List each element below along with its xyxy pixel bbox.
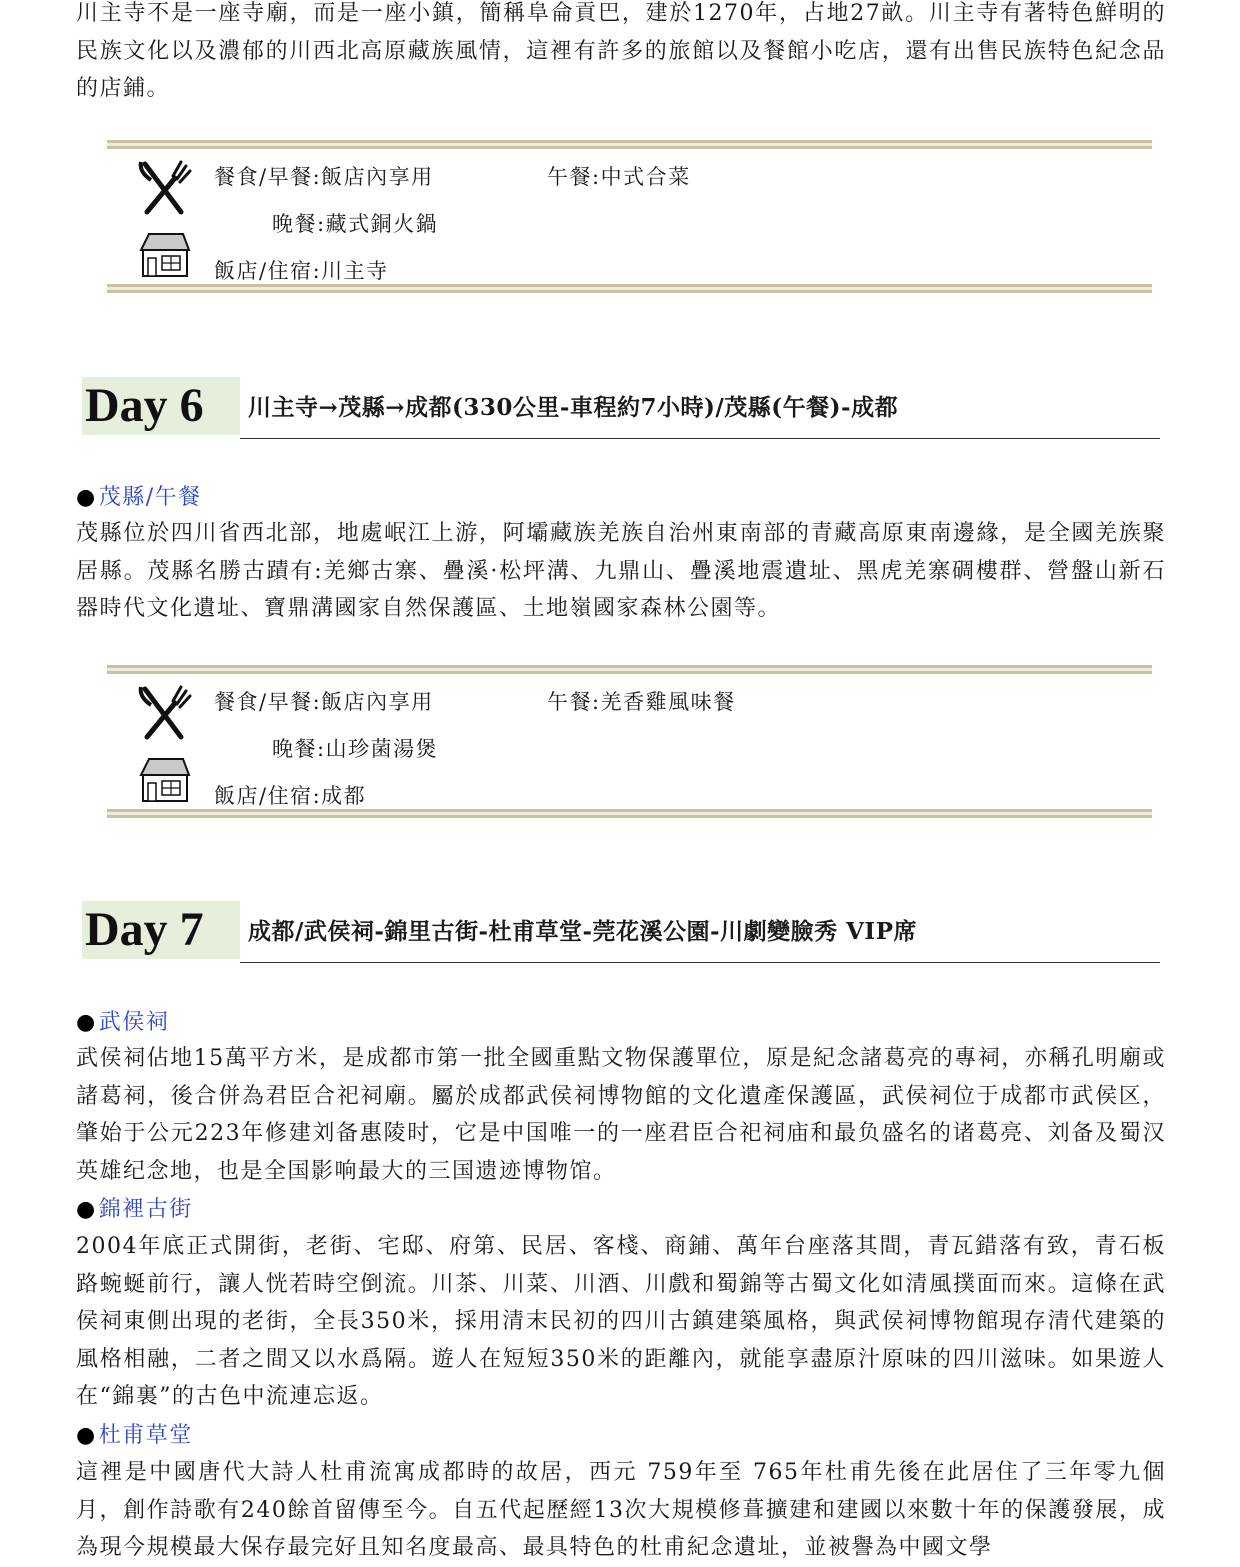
- section-body: 這裡是中國唐代大詩人杜甫流寓成都時的故居，西元 759年至 765年杜甫先後在此居住了三年零九個月，創作詩歌有240餘首留傳至今。自五代起歷經13次大規模修葺擴建和建國以來數十年的保護發展，成為現今規模最大保存最完好且知名度最高、最具特色的杜甫紀念遺址，並被譽為中國文學: [76, 1460, 1166, 1560]
- breakfast-info: 餐食/早餐:飯店內享用: [214, 690, 434, 714]
- lunch-info: 午餐:羌香雞風味餐: [547, 690, 736, 714]
- bullet-icon: ●: [76, 485, 97, 510]
- divider: [107, 665, 1152, 674]
- hotel-info: 飯店/住宿:成都: [214, 784, 367, 808]
- day-title: 成都/武侯祠-錦里古街-杜甫草堂-莞花溪公園-川劇變臉秀 VIP席: [248, 918, 917, 945]
- bullet-icon: ●: [76, 1197, 97, 1222]
- dinner-info: 晚餐:山珍菌湯煲: [272, 737, 439, 761]
- meal-info-box: [107, 665, 1152, 821]
- divider: [240, 962, 1160, 963]
- lunch-info: 午餐:中式合菜: [547, 165, 691, 189]
- section-heading-label: 錦裡古街: [98, 1197, 193, 1222]
- divider: [240, 438, 1160, 439]
- section-heading: [76, 1418, 193, 1449]
- house-icon: [137, 230, 191, 282]
- bullet-icon: ●: [76, 1010, 97, 1035]
- hotel-info: 飯店/住宿:川主寺: [214, 259, 389, 283]
- divider: [107, 809, 1152, 818]
- section-body: 2004年底正式開街，老街、宅邸、府第、民居、客棧、商鋪、萬年台座落其間，青瓦錯落有致，青石板路蜿蜒前行，讓人恍若時空倒流。川茶、川菜、川酒、川戲和蜀錦等古蜀文化如清風撲面而來。這條在武侯祠東側出現的老街，全長350米，採用清末民初的四川古鎮建築風格，與武侯祠博物館現存清代建築的風格相融，二者之間又以水爲隔。遊人在短短350米的距離內，就能享盡原汁原味的四川滋味。如果遊人在“錦裏”的古色中流連忘返。: [76, 1234, 1166, 1409]
- day-title: 川主寺→茂縣→成都(330公里-車程約7小時)/茂縣(午餐)-成都: [248, 394, 899, 421]
- day-header: [82, 377, 1160, 439]
- section-heading: [76, 1005, 169, 1036]
- divider: [107, 284, 1152, 293]
- section-heading: [76, 1192, 193, 1223]
- section-body: 茂縣位於四川省西北部，地處岷江上游，阿壩藏族羌族自治州東南部的青藏高原東南邊緣，是全國羌族聚居縣。茂縣名勝古蹟有:羌鄉古寨、疊溪·松坪溝、九鼎山、疊溪地震遺址、黑虎羌寨碉樓群、營盤山新石器時代文化遺址、寶鼎溝國家自然保護區、土地嶺國家森林公園等。: [76, 521, 1166, 621]
- section-body: 武侯祠佔地15萬平方米，是成都市第一批全國重點文物保護單位，原是紀念諸葛亮的專祠，亦稱孔明廟或諸葛祠，後合併為君臣合祀祠廟。屬於成都武侯祠博物館的文化遺產保護區，武侯祠位于成都市武侯区，肇始于公元223年修建刘备惠陵时，它是中国唯一的一座君臣合祀祠庙和最负盛名的诸葛亮、刘备及蜀汉英雄纪念地，也是全国影响最大的三国遗迹博物馆。: [76, 1046, 1166, 1184]
- dinner-info: 晚餐:藏式銅火鍋: [272, 212, 439, 236]
- breakfast-info: 餐食/早餐:飯店內享用: [214, 165, 434, 189]
- meal-info-box: [107, 140, 1152, 296]
- divider: [107, 140, 1152, 149]
- intro-paragraph: 川主寺不是一座寺廟，而是一座小鎮，簡稱阜侖貢巴，建於1270年，占地27畝。川主寺有著特色鮮明的民族文化以及濃郁的川西北高原藏族風情，這裡有許多的旅館以及餐館小吃店，還有出售民族特色紀念品的店鋪。: [76, 1, 1166, 101]
- section-heading-label: 杜甫草堂: [98, 1423, 193, 1448]
- section-heading-label: 武侯祠: [98, 1010, 170, 1035]
- day-header: [82, 901, 1160, 963]
- bullet-icon: ●: [76, 1423, 97, 1448]
- house-icon: [137, 755, 191, 807]
- fork-knife-icon: [137, 158, 193, 220]
- section-heading-label: 茂縣/午餐: [98, 485, 202, 510]
- fork-knife-icon: [137, 683, 193, 745]
- day-badge: Day 6: [82, 377, 240, 435]
- section-heading: [76, 480, 202, 511]
- day-badge: Day 7: [82, 901, 240, 959]
